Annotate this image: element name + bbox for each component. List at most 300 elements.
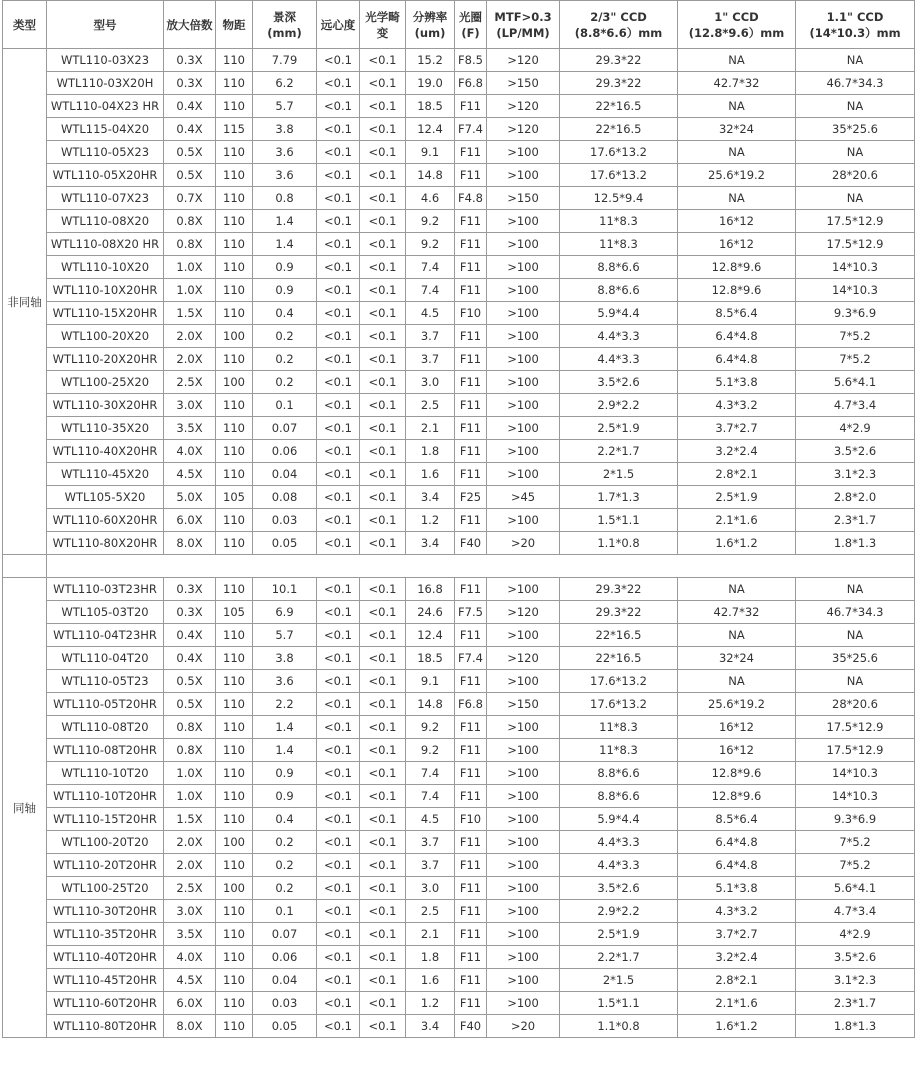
cell-working-distance: 110 bbox=[216, 785, 253, 808]
cell-telecentricity: <0.1 bbox=[317, 716, 360, 739]
cell-depth-of-field: 3.6 bbox=[253, 670, 317, 693]
table-row bbox=[3, 854, 915, 877]
cell-mtf: >100 bbox=[487, 739, 560, 762]
cell-depth-of-field: 0.06 bbox=[253, 946, 317, 969]
cell-ccd-1-1: 46.7*34.3 bbox=[796, 72, 915, 95]
cell-distortion: <0.1 bbox=[360, 417, 406, 440]
cell-ccd-2-3: 2.5*1.9 bbox=[560, 417, 678, 440]
cell-depth-of-field: 0.06 bbox=[253, 440, 317, 463]
cell-aperture: F10 bbox=[455, 808, 487, 831]
cell-ccd-2-3: 17.6*13.2 bbox=[560, 670, 678, 693]
cell-distortion: <0.1 bbox=[360, 233, 406, 256]
cell-ccd-2-3: 4.4*3.3 bbox=[560, 348, 678, 371]
cell-ccd-2-3: 17.6*13.2 bbox=[560, 164, 678, 187]
cell-resolution: 4.5 bbox=[406, 808, 455, 831]
cell-working-distance: 110 bbox=[216, 946, 253, 969]
cell-magnification: 0.5X bbox=[164, 141, 216, 164]
cell-model: WTL110-60X20HR bbox=[47, 509, 164, 532]
table-row bbox=[3, 348, 915, 371]
cell-ccd-1: 25.6*19.2 bbox=[678, 164, 796, 187]
cell-ccd-1: NA bbox=[678, 95, 796, 118]
cell-working-distance: 110 bbox=[216, 348, 253, 371]
cell-ccd-1: 16*12 bbox=[678, 233, 796, 256]
cell-distortion: <0.1 bbox=[360, 509, 406, 532]
header-line: 型号 bbox=[93, 17, 117, 32]
cell-ccd-1: 32*24 bbox=[678, 118, 796, 141]
cell-telecentricity: <0.1 bbox=[317, 279, 360, 302]
cell-model: WTL110-20X20HR bbox=[47, 348, 164, 371]
cell-magnification: 1.0X bbox=[164, 785, 216, 808]
header-mtf bbox=[487, 1, 560, 49]
cell-distortion: <0.1 bbox=[360, 854, 406, 877]
cell-magnification: 0.8X bbox=[164, 716, 216, 739]
cell-resolution: 1.8 bbox=[406, 946, 455, 969]
cell-aperture: F11 bbox=[455, 509, 487, 532]
cell-resolution: 3.7 bbox=[406, 854, 455, 877]
cell-resolution: 9.2 bbox=[406, 210, 455, 233]
cell-ccd-1-1: 7*5.2 bbox=[796, 831, 915, 854]
cell-aperture: F11 bbox=[455, 417, 487, 440]
cell-working-distance: 110 bbox=[216, 394, 253, 417]
cell-resolution: 2.1 bbox=[406, 923, 455, 946]
cell-mtf: >120 bbox=[487, 647, 560, 670]
cell-magnification: 3.0X bbox=[164, 394, 216, 417]
cell-model: WTL110-10X20HR bbox=[47, 279, 164, 302]
cell-mtf: >100 bbox=[487, 141, 560, 164]
cell-ccd-2-3: 8.8*6.6 bbox=[560, 785, 678, 808]
cell-resolution: 19.0 bbox=[406, 72, 455, 95]
table-row bbox=[3, 417, 915, 440]
header-line: (F) bbox=[461, 25, 480, 40]
cell-mtf: >100 bbox=[487, 279, 560, 302]
cell-ccd-1: 32*24 bbox=[678, 647, 796, 670]
header-line: 物距 bbox=[222, 17, 246, 32]
table-row bbox=[3, 49, 915, 72]
cell-magnification: 6.0X bbox=[164, 992, 216, 1015]
cell-mtf: >100 bbox=[487, 463, 560, 486]
header-resolution bbox=[406, 1, 455, 49]
cell-mtf: >100 bbox=[487, 325, 560, 348]
cell-depth-of-field: 3.8 bbox=[253, 647, 317, 670]
cell-ccd-2-3: 4.4*3.3 bbox=[560, 325, 678, 348]
cell-depth-of-field: 0.2 bbox=[253, 854, 317, 877]
cell-aperture: F8.5 bbox=[455, 49, 487, 72]
table-row bbox=[3, 187, 915, 210]
header-line: (14*10.3）mm bbox=[809, 25, 901, 40]
cell-ccd-1-1: NA bbox=[796, 95, 915, 118]
cell-depth-of-field: 0.08 bbox=[253, 486, 317, 509]
header-line: MTF>0.3 bbox=[494, 9, 552, 24]
cell-aperture: F11 bbox=[455, 992, 487, 1015]
table-row bbox=[3, 371, 915, 394]
cell-depth-of-field: 0.9 bbox=[253, 279, 317, 302]
cell-magnification: 0.8X bbox=[164, 233, 216, 256]
cell-aperture: F11 bbox=[455, 785, 487, 808]
header-line: 1.1" CCD bbox=[826, 9, 884, 24]
table-row bbox=[3, 670, 915, 693]
cell-magnification: 4.5X bbox=[164, 969, 216, 992]
cell-telecentricity: <0.1 bbox=[317, 808, 360, 831]
header-working-distance bbox=[216, 1, 253, 49]
cell-distortion: <0.1 bbox=[360, 877, 406, 900]
cell-aperture: F11 bbox=[455, 670, 487, 693]
cell-resolution: 1.8 bbox=[406, 440, 455, 463]
table-row bbox=[3, 992, 915, 1015]
cell-working-distance: 110 bbox=[216, 95, 253, 118]
cell-depth-of-field: 10.1 bbox=[253, 578, 317, 601]
cell-ccd-1-1: 7*5.2 bbox=[796, 325, 915, 348]
table-row bbox=[3, 302, 915, 325]
cell-ccd-1: 1.6*1.2 bbox=[678, 532, 796, 555]
table-row bbox=[3, 118, 915, 141]
cell-working-distance: 110 bbox=[216, 693, 253, 716]
cell-magnification: 0.4X bbox=[164, 647, 216, 670]
cell-ccd-1-1: 2.3*1.7 bbox=[796, 509, 915, 532]
cell-telecentricity: <0.1 bbox=[317, 302, 360, 325]
cell-ccd-1-1: 1.8*1.3 bbox=[796, 1015, 915, 1038]
cell-resolution: 3.7 bbox=[406, 348, 455, 371]
header-line: 景深 bbox=[273, 9, 296, 24]
cell-working-distance: 110 bbox=[216, 900, 253, 923]
cell-depth-of-field: 0.05 bbox=[253, 532, 317, 555]
cell-magnification: 1.5X bbox=[164, 808, 216, 831]
cell-distortion: <0.1 bbox=[360, 164, 406, 187]
cell-model: WTL110-15T20HR bbox=[47, 808, 164, 831]
cell-aperture: F11 bbox=[455, 256, 487, 279]
cell-ccd-1-1: 17.5*12.9 bbox=[796, 210, 915, 233]
cell-aperture: F6.8 bbox=[455, 72, 487, 95]
cell-model: WTL115-04X20 bbox=[47, 118, 164, 141]
cell-distortion: <0.1 bbox=[360, 1015, 406, 1038]
header-depth-of-field bbox=[253, 1, 317, 49]
header-telecentricity bbox=[317, 1, 360, 49]
cell-ccd-2-3: 8.8*6.6 bbox=[560, 256, 678, 279]
cell-magnification: 0.5X bbox=[164, 670, 216, 693]
cell-mtf: >100 bbox=[487, 394, 560, 417]
cell-mtf: >100 bbox=[487, 762, 560, 785]
cell-working-distance: 110 bbox=[216, 463, 253, 486]
cell-aperture: F11 bbox=[455, 900, 487, 923]
cell-magnification: 0.3X bbox=[164, 72, 216, 95]
cell-working-distance: 110 bbox=[216, 164, 253, 187]
cell-ccd-2-3: 2.9*2.2 bbox=[560, 394, 678, 417]
table-row bbox=[3, 256, 915, 279]
table-row bbox=[3, 233, 915, 256]
cell-ccd-2-3: 2.5*1.9 bbox=[560, 923, 678, 946]
cell-aperture: F11 bbox=[455, 440, 487, 463]
header-type bbox=[3, 1, 47, 49]
cell-depth-of-field: 1.4 bbox=[253, 210, 317, 233]
cell-mtf: >100 bbox=[487, 417, 560, 440]
table-row bbox=[3, 394, 915, 417]
cell-distortion: <0.1 bbox=[360, 785, 406, 808]
cell-telecentricity: <0.1 bbox=[317, 601, 360, 624]
cell-model: WTL110-30T20HR bbox=[47, 900, 164, 923]
cell-ccd-2-3: 29.3*22 bbox=[560, 49, 678, 72]
cell-resolution: 7.4 bbox=[406, 762, 455, 785]
cell-depth-of-field: 0.2 bbox=[253, 831, 317, 854]
cell-ccd-1-1: 35*25.6 bbox=[796, 118, 915, 141]
cell-ccd-1: 6.4*4.8 bbox=[678, 325, 796, 348]
cell-depth-of-field: 0.07 bbox=[253, 417, 317, 440]
cell-ccd-2-3: 1.1*0.8 bbox=[560, 1015, 678, 1038]
cell-resolution: 14.8 bbox=[406, 164, 455, 187]
cell-depth-of-field: 0.4 bbox=[253, 302, 317, 325]
cell-ccd-1: 8.5*6.4 bbox=[678, 808, 796, 831]
cell-telecentricity: <0.1 bbox=[317, 118, 360, 141]
cell-working-distance: 110 bbox=[216, 72, 253, 95]
cell-telecentricity: <0.1 bbox=[317, 1015, 360, 1038]
cell-working-distance: 110 bbox=[216, 992, 253, 1015]
header-line: 光圈 bbox=[459, 9, 482, 24]
cell-ccd-2-3: 22*16.5 bbox=[560, 118, 678, 141]
table-row bbox=[3, 164, 915, 187]
cell-mtf: >100 bbox=[487, 233, 560, 256]
cell-aperture: F11 bbox=[455, 716, 487, 739]
cell-ccd-1-1: NA bbox=[796, 624, 915, 647]
cell-telecentricity: <0.1 bbox=[317, 463, 360, 486]
cell-magnification: 2.5X bbox=[164, 877, 216, 900]
cell-mtf: >20 bbox=[487, 1015, 560, 1038]
table-row bbox=[3, 716, 915, 739]
cell-depth-of-field: 0.8 bbox=[253, 187, 317, 210]
header-line: (12.8*9.6）mm bbox=[688, 25, 785, 40]
header-line: (um) bbox=[414, 25, 446, 40]
cell-aperture: F11 bbox=[455, 233, 487, 256]
cell-mtf: >100 bbox=[487, 440, 560, 463]
cell-aperture: F11 bbox=[455, 371, 487, 394]
cell-distortion: <0.1 bbox=[360, 394, 406, 417]
cell-aperture: F4.8 bbox=[455, 187, 487, 210]
cell-ccd-1-1: 3.5*2.6 bbox=[796, 440, 915, 463]
cell-model: WTL110-05T20HR bbox=[47, 693, 164, 716]
cell-resolution: 18.5 bbox=[406, 95, 455, 118]
table-row bbox=[3, 509, 915, 532]
cell-model: WTL110-35T20HR bbox=[47, 923, 164, 946]
cell-magnification: 2.5X bbox=[164, 371, 216, 394]
cell-distortion: <0.1 bbox=[360, 900, 406, 923]
cell-distortion: <0.1 bbox=[360, 693, 406, 716]
cell-telecentricity: <0.1 bbox=[317, 394, 360, 417]
cell-working-distance: 110 bbox=[216, 440, 253, 463]
cell-ccd-2-3: 3.5*2.6 bbox=[560, 371, 678, 394]
cell-magnification: 1.0X bbox=[164, 279, 216, 302]
separator-cell bbox=[3, 555, 47, 578]
cell-resolution: 15.2 bbox=[406, 49, 455, 72]
cell-ccd-1-1: 14*10.3 bbox=[796, 785, 915, 808]
cell-model: WTL110-10X20 bbox=[47, 256, 164, 279]
header-line: (8.8*6.6）mm bbox=[574, 25, 663, 40]
cell-ccd-1-1: 14*10.3 bbox=[796, 256, 915, 279]
cell-mtf: >120 bbox=[487, 49, 560, 72]
table-row bbox=[3, 95, 915, 118]
cell-ccd-1: 6.4*4.8 bbox=[678, 831, 796, 854]
cell-model: WTL110-08T20 bbox=[47, 716, 164, 739]
cell-ccd-2-3: 2*1.5 bbox=[560, 463, 678, 486]
cell-working-distance: 110 bbox=[216, 187, 253, 210]
cell-ccd-1: 4.3*3.2 bbox=[678, 900, 796, 923]
cell-depth-of-field: 0.2 bbox=[253, 325, 317, 348]
cell-magnification: 3.0X bbox=[164, 900, 216, 923]
cell-ccd-1-1: 4.7*3.4 bbox=[796, 394, 915, 417]
cell-mtf: >100 bbox=[487, 624, 560, 647]
table-row bbox=[3, 1015, 915, 1038]
cell-model: WTL110-35X20 bbox=[47, 417, 164, 440]
cell-aperture: F11 bbox=[455, 877, 487, 900]
cell-ccd-1: 6.4*4.8 bbox=[678, 854, 796, 877]
cell-working-distance: 110 bbox=[216, 210, 253, 233]
cell-working-distance: 110 bbox=[216, 670, 253, 693]
table-row bbox=[3, 601, 915, 624]
cell-ccd-2-3: 29.3*22 bbox=[560, 578, 678, 601]
cell-telecentricity: <0.1 bbox=[317, 486, 360, 509]
cell-depth-of-field: 3.6 bbox=[253, 164, 317, 187]
cell-ccd-1-1: NA bbox=[796, 578, 915, 601]
header-ccd-1-1 bbox=[796, 1, 915, 49]
cell-resolution: 2.5 bbox=[406, 900, 455, 923]
table-row bbox=[3, 969, 915, 992]
cell-ccd-2-3: 2.2*1.7 bbox=[560, 946, 678, 969]
cell-ccd-2-3: 11*8.3 bbox=[560, 716, 678, 739]
cell-ccd-1-1: 14*10.3 bbox=[796, 279, 915, 302]
cell-model: WTL110-03X20H bbox=[47, 72, 164, 95]
cell-depth-of-field: 0.9 bbox=[253, 256, 317, 279]
cell-aperture: F11 bbox=[455, 348, 487, 371]
cell-distortion: <0.1 bbox=[360, 946, 406, 969]
cell-depth-of-field: 0.2 bbox=[253, 371, 317, 394]
cell-ccd-1: 3.2*2.4 bbox=[678, 946, 796, 969]
cell-aperture: F11 bbox=[455, 141, 487, 164]
cell-magnification: 0.4X bbox=[164, 95, 216, 118]
cell-ccd-1: 2.5*1.9 bbox=[678, 486, 796, 509]
cell-aperture: F7.4 bbox=[455, 647, 487, 670]
cell-distortion: <0.1 bbox=[360, 463, 406, 486]
cell-depth-of-field: 0.07 bbox=[253, 923, 317, 946]
cell-telecentricity: <0.1 bbox=[317, 210, 360, 233]
cell-distortion: <0.1 bbox=[360, 141, 406, 164]
cell-aperture: F11 bbox=[455, 624, 487, 647]
table-row bbox=[3, 141, 915, 164]
cell-working-distance: 110 bbox=[216, 624, 253, 647]
header-magnification bbox=[164, 1, 216, 49]
lens-spec-table bbox=[2, 0, 915, 1038]
cell-ccd-1-1: 9.3*6.9 bbox=[796, 808, 915, 831]
cell-resolution: 1.2 bbox=[406, 992, 455, 1015]
cell-resolution: 3.0 bbox=[406, 371, 455, 394]
cell-ccd-2-3: 1.5*1.1 bbox=[560, 992, 678, 1015]
cell-ccd-1: 3.7*2.7 bbox=[678, 417, 796, 440]
cell-working-distance: 110 bbox=[216, 762, 253, 785]
cell-depth-of-field: 0.9 bbox=[253, 785, 317, 808]
cell-ccd-2-3: 11*8.3 bbox=[560, 210, 678, 233]
cell-depth-of-field: 0.03 bbox=[253, 509, 317, 532]
cell-model: WTL110-80T20HR bbox=[47, 1015, 164, 1038]
cell-magnification: 3.5X bbox=[164, 923, 216, 946]
cell-telecentricity: <0.1 bbox=[317, 785, 360, 808]
cell-magnification: 0.4X bbox=[164, 118, 216, 141]
cell-depth-of-field: 0.03 bbox=[253, 992, 317, 1015]
cell-resolution: 9.2 bbox=[406, 233, 455, 256]
cell-working-distance: 105 bbox=[216, 486, 253, 509]
cell-distortion: <0.1 bbox=[360, 808, 406, 831]
cell-resolution: 1.6 bbox=[406, 463, 455, 486]
group-separator-row bbox=[3, 555, 915, 578]
cell-resolution: 4.6 bbox=[406, 187, 455, 210]
cell-distortion: <0.1 bbox=[360, 532, 406, 555]
cell-resolution: 3.4 bbox=[406, 486, 455, 509]
cell-aperture: F40 bbox=[455, 532, 487, 555]
cell-ccd-1-1: 5.6*4.1 bbox=[796, 371, 915, 394]
cell-depth-of-field: 5.7 bbox=[253, 624, 317, 647]
cell-telecentricity: <0.1 bbox=[317, 578, 360, 601]
cell-ccd-1-1: 2.3*1.7 bbox=[796, 992, 915, 1015]
cell-depth-of-field: 6.2 bbox=[253, 72, 317, 95]
cell-ccd-1: 8.5*6.4 bbox=[678, 302, 796, 325]
cell-ccd-2-3: 17.6*13.2 bbox=[560, 693, 678, 716]
cell-mtf: >120 bbox=[487, 118, 560, 141]
cell-depth-of-field: 2.2 bbox=[253, 693, 317, 716]
cell-distortion: <0.1 bbox=[360, 118, 406, 141]
cell-distortion: <0.1 bbox=[360, 348, 406, 371]
cell-ccd-2-3: 12.5*9.4 bbox=[560, 187, 678, 210]
cell-depth-of-field: 0.9 bbox=[253, 762, 317, 785]
table-row bbox=[3, 532, 915, 555]
cell-ccd-1-1: NA bbox=[796, 670, 915, 693]
cell-resolution: 2.1 bbox=[406, 417, 455, 440]
cell-distortion: <0.1 bbox=[360, 302, 406, 325]
cell-telecentricity: <0.1 bbox=[317, 624, 360, 647]
header-line: 1" CCD bbox=[714, 9, 759, 24]
cell-magnification: 5.0X bbox=[164, 486, 216, 509]
cell-telecentricity: <0.1 bbox=[317, 900, 360, 923]
cell-ccd-1: 4.3*3.2 bbox=[678, 394, 796, 417]
header-model bbox=[47, 1, 164, 49]
cell-model: WTL110-05X23 bbox=[47, 141, 164, 164]
cell-resolution: 9.1 bbox=[406, 141, 455, 164]
cell-distortion: <0.1 bbox=[360, 440, 406, 463]
cell-ccd-2-3: 1.5*1.1 bbox=[560, 509, 678, 532]
cell-working-distance: 110 bbox=[216, 578, 253, 601]
cell-model: WTL110-45X20 bbox=[47, 463, 164, 486]
cell-ccd-1: 2.8*2.1 bbox=[678, 969, 796, 992]
cell-working-distance: 100 bbox=[216, 325, 253, 348]
cell-magnification: 2.0X bbox=[164, 325, 216, 348]
cell-resolution: 12.4 bbox=[406, 118, 455, 141]
cell-mtf: >100 bbox=[487, 164, 560, 187]
cell-ccd-1: 25.6*19.2 bbox=[678, 693, 796, 716]
cell-working-distance: 110 bbox=[216, 532, 253, 555]
cell-magnification: 8.0X bbox=[164, 1015, 216, 1038]
cell-model: WTL110-40T20HR bbox=[47, 946, 164, 969]
cell-ccd-2-3: 4.4*3.3 bbox=[560, 831, 678, 854]
table-row bbox=[3, 785, 915, 808]
cell-working-distance: 110 bbox=[216, 808, 253, 831]
cell-distortion: <0.1 bbox=[360, 670, 406, 693]
cell-distortion: <0.1 bbox=[360, 371, 406, 394]
cell-mtf: >100 bbox=[487, 992, 560, 1015]
cell-aperture: F11 bbox=[455, 325, 487, 348]
cell-magnification: 4.5X bbox=[164, 463, 216, 486]
cell-mtf: >100 bbox=[487, 900, 560, 923]
cell-ccd-1-1: 4*2.9 bbox=[796, 417, 915, 440]
cell-model: WTL110-04T23HR bbox=[47, 624, 164, 647]
cell-ccd-1: 3.7*2.7 bbox=[678, 923, 796, 946]
cell-mtf: >100 bbox=[487, 946, 560, 969]
cell-working-distance: 110 bbox=[216, 279, 253, 302]
cell-ccd-1: 3.2*2.4 bbox=[678, 440, 796, 463]
cell-telecentricity: <0.1 bbox=[317, 923, 360, 946]
cell-aperture: F11 bbox=[455, 969, 487, 992]
